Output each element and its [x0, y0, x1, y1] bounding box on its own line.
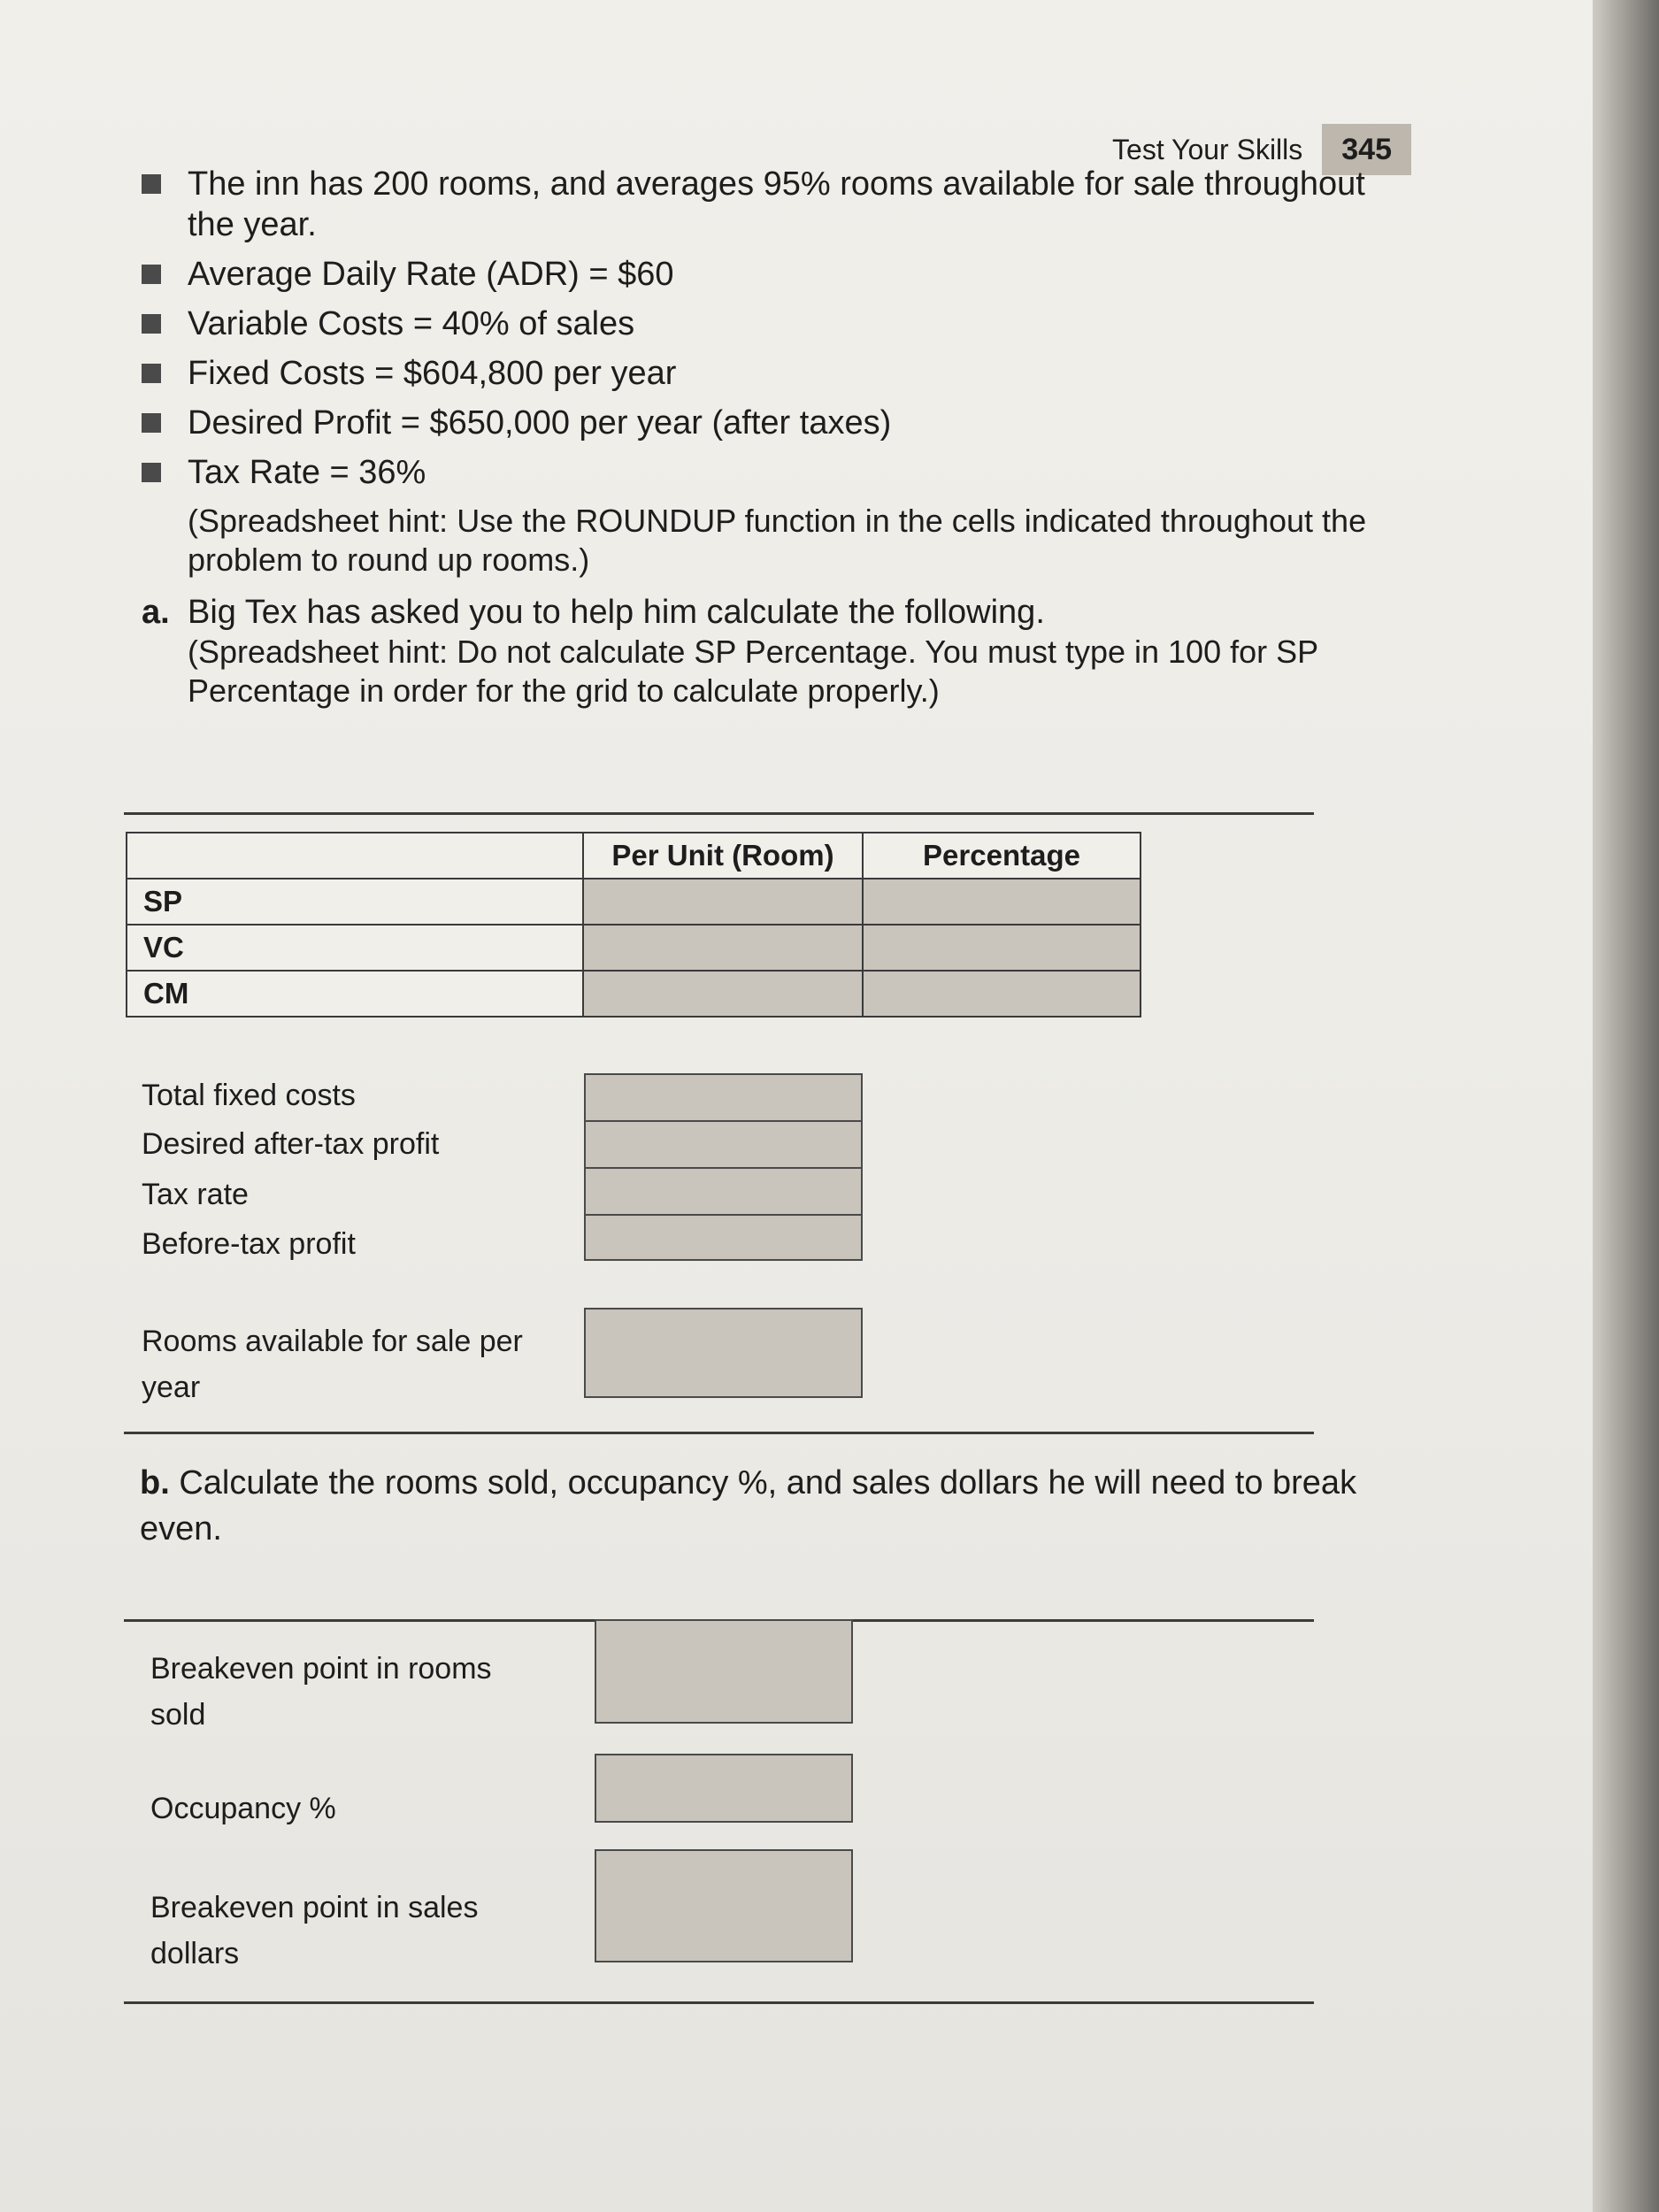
book-page-edge	[1593, 0, 1659, 2212]
grid-row-label-cm: CM	[127, 971, 583, 1017]
label-desired-after-tax-profit: Desired after-tax profit	[142, 1127, 440, 1161]
bullet-square-icon	[142, 413, 161, 433]
label-occupancy: Occupancy %	[150, 1792, 336, 1825]
question-a-text: Big Tex has asked you to help him calculate the following.	[188, 594, 1045, 631]
label-rooms-available: Rooms available for sale per year	[142, 1325, 523, 1404]
bullet-square-icon	[142, 463, 161, 482]
section-rule-top	[124, 812, 1314, 815]
bullet-item: Variable Costs = 40% of sales	[142, 303, 1416, 344]
input-stack-a	[584, 1073, 863, 1261]
cm-percentage-cell[interactable]	[863, 971, 1141, 1017]
page-number: 345	[1322, 124, 1411, 175]
breakeven-sales-input[interactable]	[595, 1849, 853, 1962]
question-a-letter: a.	[142, 594, 170, 631]
bullet-item: Tax Rate = 36%	[142, 452, 1416, 493]
header-title: Test Your Skills	[1112, 133, 1303, 165]
tax-rate-input[interactable]	[584, 1167, 863, 1214]
grid-row-label-sp: SP	[127, 879, 583, 925]
question-a	[142, 592, 1416, 710]
bullet-square-icon	[142, 174, 161, 194]
grid-header-percentage: Percentage	[863, 833, 1141, 879]
bullet-item: Desired Profit = $650,000 per year (after taxes)	[142, 403, 1416, 443]
occupancy-input[interactable]	[595, 1754, 853, 1823]
desired-after-tax-profit-input[interactable]	[584, 1120, 863, 1167]
section-rule-middle	[124, 1432, 1314, 1434]
bullet-item: Fixed Costs = $604,800 per year	[142, 353, 1416, 394]
label-breakeven-rooms: Breakeven point in rooms sold	[150, 1652, 492, 1732]
question-b	[140, 1460, 1405, 1552]
bullet-square-icon	[142, 265, 161, 284]
bullet-item: Average Daily Rate (ADR) = $60	[142, 254, 1416, 295]
label-tax-rate: Tax rate	[142, 1178, 249, 1211]
grid-row-label-vc: VC	[127, 925, 583, 971]
before-tax-profit-input[interactable]	[584, 1214, 863, 1261]
sp-per-unit-cell[interactable]	[583, 879, 863, 925]
bullet-square-icon	[142, 314, 161, 334]
question-b-letter: b.	[140, 1464, 170, 1502]
total-fixed-costs-input[interactable]	[584, 1073, 863, 1120]
rooms-available-input[interactable]	[584, 1308, 863, 1398]
grid-corner	[127, 833, 583, 879]
vc-percentage-cell[interactable]	[863, 925, 1141, 971]
label-breakeven-sales: Breakeven point in sales dollars	[150, 1891, 479, 1970]
vc-per-unit-cell[interactable]	[583, 925, 863, 971]
grid-header-per-unit: Per Unit (Room)	[583, 833, 863, 879]
question-b-text: Calculate the rooms sold, occupancy %, and sales dollars he will need to break even.	[140, 1464, 1357, 1548]
label-total-fixed-costs: Total fixed costs	[142, 1079, 356, 1112]
assumptions-list	[142, 164, 1416, 710]
bullet-square-icon	[142, 364, 161, 383]
cm-per-unit-cell[interactable]	[583, 971, 863, 1017]
spreadsheet-hint: (Spreadsheet hint: Use the ROUNDUP function in the cells indicated throughout the problem to round up rooms.)	[188, 503, 1367, 578]
breakeven-rooms-input[interactable]	[595, 1619, 853, 1724]
question-a-hint: (Spreadsheet hint: Do not calculate SP Percentage. You must type in 100 for SP Percentage in order for the grid to calculate properly.)	[188, 634, 1318, 709]
label-before-tax-profit: Before-tax profit	[142, 1227, 356, 1261]
sp-vc-cm-grid	[126, 832, 1141, 1018]
sp-percentage-cell[interactable]	[863, 879, 1141, 925]
section-rule-bottom	[124, 2001, 1314, 2004]
bullet-item: The inn has 200 rooms, and averages 95% rooms available for sale throughout the year.	[142, 164, 1416, 245]
